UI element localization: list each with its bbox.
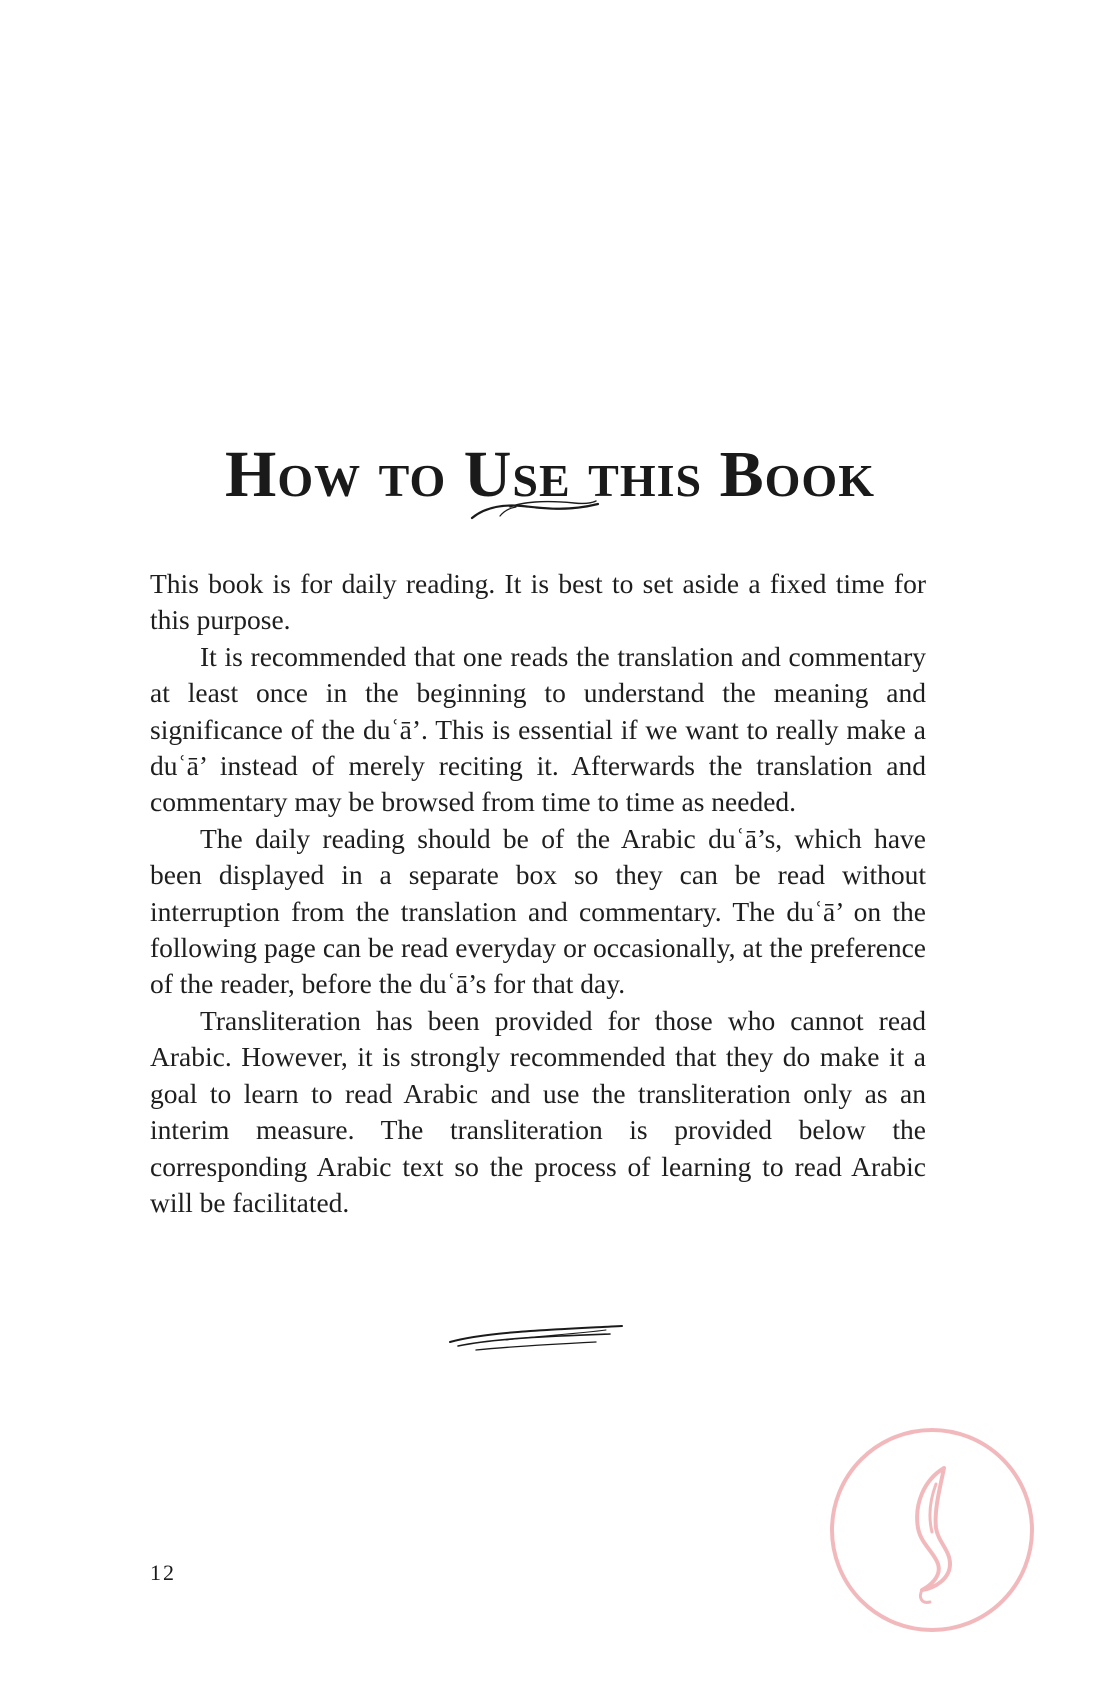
flourish-lines-icon — [446, 1316, 626, 1356]
flourish-swash-icon — [470, 494, 600, 524]
page-number: 12 — [150, 1560, 176, 1585]
paragraph-1: This book is for daily reading. It is best to set aside a fixed time for this purpose. — [150, 568, 926, 636]
paragraph-3: The daily reading should be of the Arabic duʿā’s, which have been displayed in a separate box so they can be read without interruption from the translation and commentary. The duʿā’ on the following page can be read everyday or occasionally, at the preference of the reader, before the duʿā’s for that day. — [150, 822, 926, 1000]
page-title: How to Use this Book — [225, 438, 875, 512]
paragraph-4: Transliteration has been provided for those who cannot read Arabic. However, it is strongly recommended that they do make it a goal to learn to read Arabic and use the transliteration only as an interim measure. The transliteration is provided below the corresponding Arabic text so the process of learning to read Arabic will be facilitated. — [150, 1004, 926, 1218]
paragraph-2: It is recommended that one reads the translation and commentary at least once in the beginning to understand the meaning and significance of the duʿā’. This is essential if we want to really make a duʿā’ instead of merely reciting it. Afterwards the translation and commentary may be browsed from time to time as needed. — [150, 640, 926, 818]
quill-circle-watermark-icon — [826, 1424, 1038, 1636]
body-text — [150, 566, 926, 1221]
